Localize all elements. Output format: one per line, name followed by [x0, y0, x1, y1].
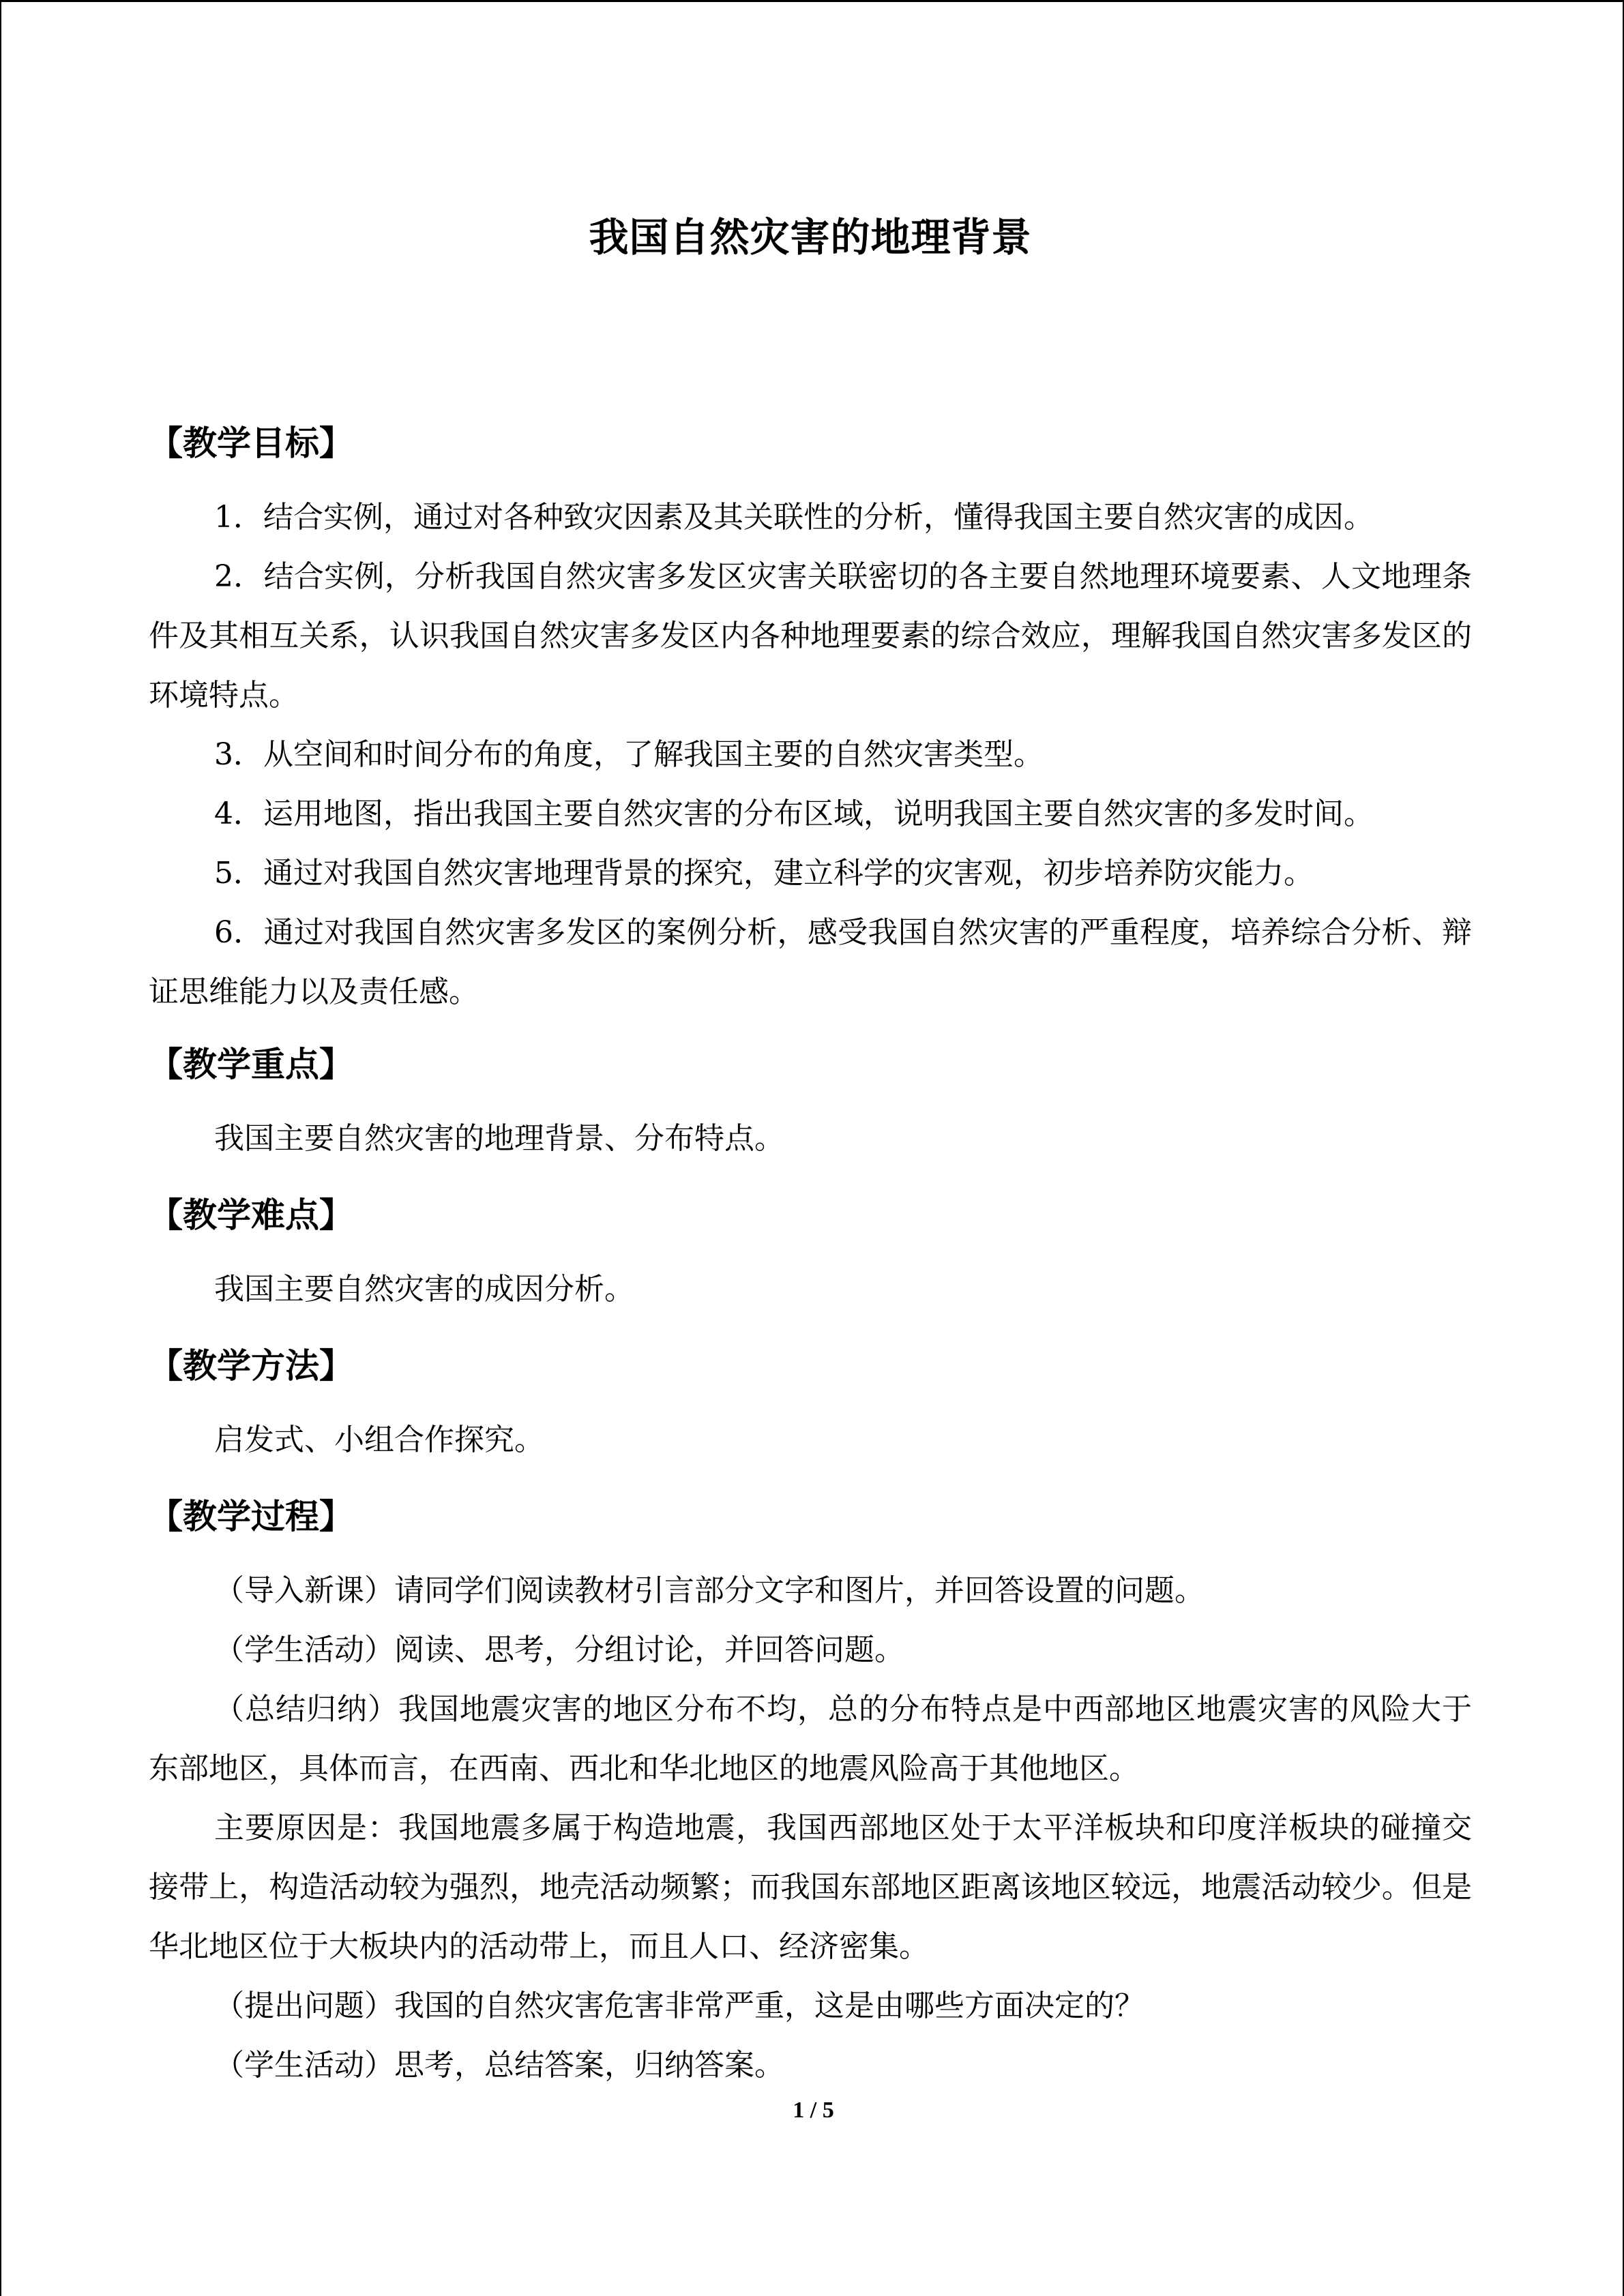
difficulties-text: 我国主要自然灾害的成因分析。	[214, 1272, 634, 1307]
process-paragraph: （提出问题）我国的自然灾害危害非常严重，这是由哪些方面决定的？	[214, 1988, 1145, 2023]
section-heading-methods: 【教学方法】	[149, 1346, 353, 1386]
key-points-text: 我国主要自然灾害的地理背景、分布特点。	[214, 1121, 784, 1156]
section-difficulties	[149, 1184, 1472, 1319]
section-heading-process: 【教学过程】	[149, 1497, 353, 1536]
process-paragraph: （导入新课）请同学们阅读教材引言部分文字和图片，并回答设置的问题。	[214, 1573, 1205, 1608]
methods-text: 启发式、小组合作探究。	[214, 1422, 544, 1457]
objective-item: 5．通过对我国自然灾害地理背景的探究，建立科学的灾害观，初步培养防灾能力。	[214, 856, 1314, 891]
section-heading-key-points: 【教学重点】	[149, 1045, 353, 1084]
section-heading-difficulties: 【教学难点】	[149, 1195, 353, 1235]
process-paragraph: 主要原因是：我国地震多属于构造地震，我国西部地区处于太平洋板块和印度洋板块的碰撞交接带上，构造活动较为强烈，地壳活动频繁；而我国东部地区距离该地区较远，地震活动较少。但是华北地区位于大板块内的活动带上，而且人口、经济密集。	[149, 1810, 1472, 1964]
objective-item: 2．结合实例，分析我国自然灾害多发区灾害关联密切的各主要自然地理环境要素、人文地理条件及其相互关系，认识我国自然灾害多发区内各种地理要素的综合效应，理解我国自然灾害多发区的环境特点。	[149, 559, 1472, 713]
page-title: 我国自然灾害的地理背景	[589, 214, 1032, 260]
section-key-points	[149, 1034, 1472, 1168]
process-paragraph: （总结归纳）我国地震灾害的地区分布不均，总的分布特点是中西部地区地震灾害的风险大于东部地区，具体而言，在西南、西北和华北地区的地震风险高于其他地区。	[149, 1692, 1472, 1786]
objective-item: 1．结合实例，通过对各种致灾因素及其关联性的分析，懂得我国主要自然灾害的成因。	[214, 500, 1374, 535]
section-methods	[149, 1335, 1472, 1470]
section-heading-objectives: 【教学目标】	[149, 423, 353, 463]
objective-item: 4．运用地图，指出我国主要自然灾害的分布区域，说明我国主要自然灾害的多发时间。	[214, 796, 1374, 831]
process-paragraph: （学生活动）思考，总结答案，归纳答案。	[214, 2048, 784, 2083]
document-body	[149, 207, 1472, 2107]
page-number: 1 / 5	[793, 2098, 834, 2123]
objective-item: 3．从空间和时间分布的角度，了解我国主要的自然灾害类型。	[214, 737, 1044, 772]
section-process	[149, 1486, 1472, 2095]
section-objectives	[149, 413, 1472, 1022]
objective-item: 6．通过对我国自然灾害多发区的案例分析，感受我国自然灾害的严重程度，培养综合分析、辩证思维能力以及责任感。	[149, 915, 1472, 1009]
process-paragraph: （学生活动）阅读、思考，分组讨论，并回答问题。	[214, 1632, 904, 1667]
